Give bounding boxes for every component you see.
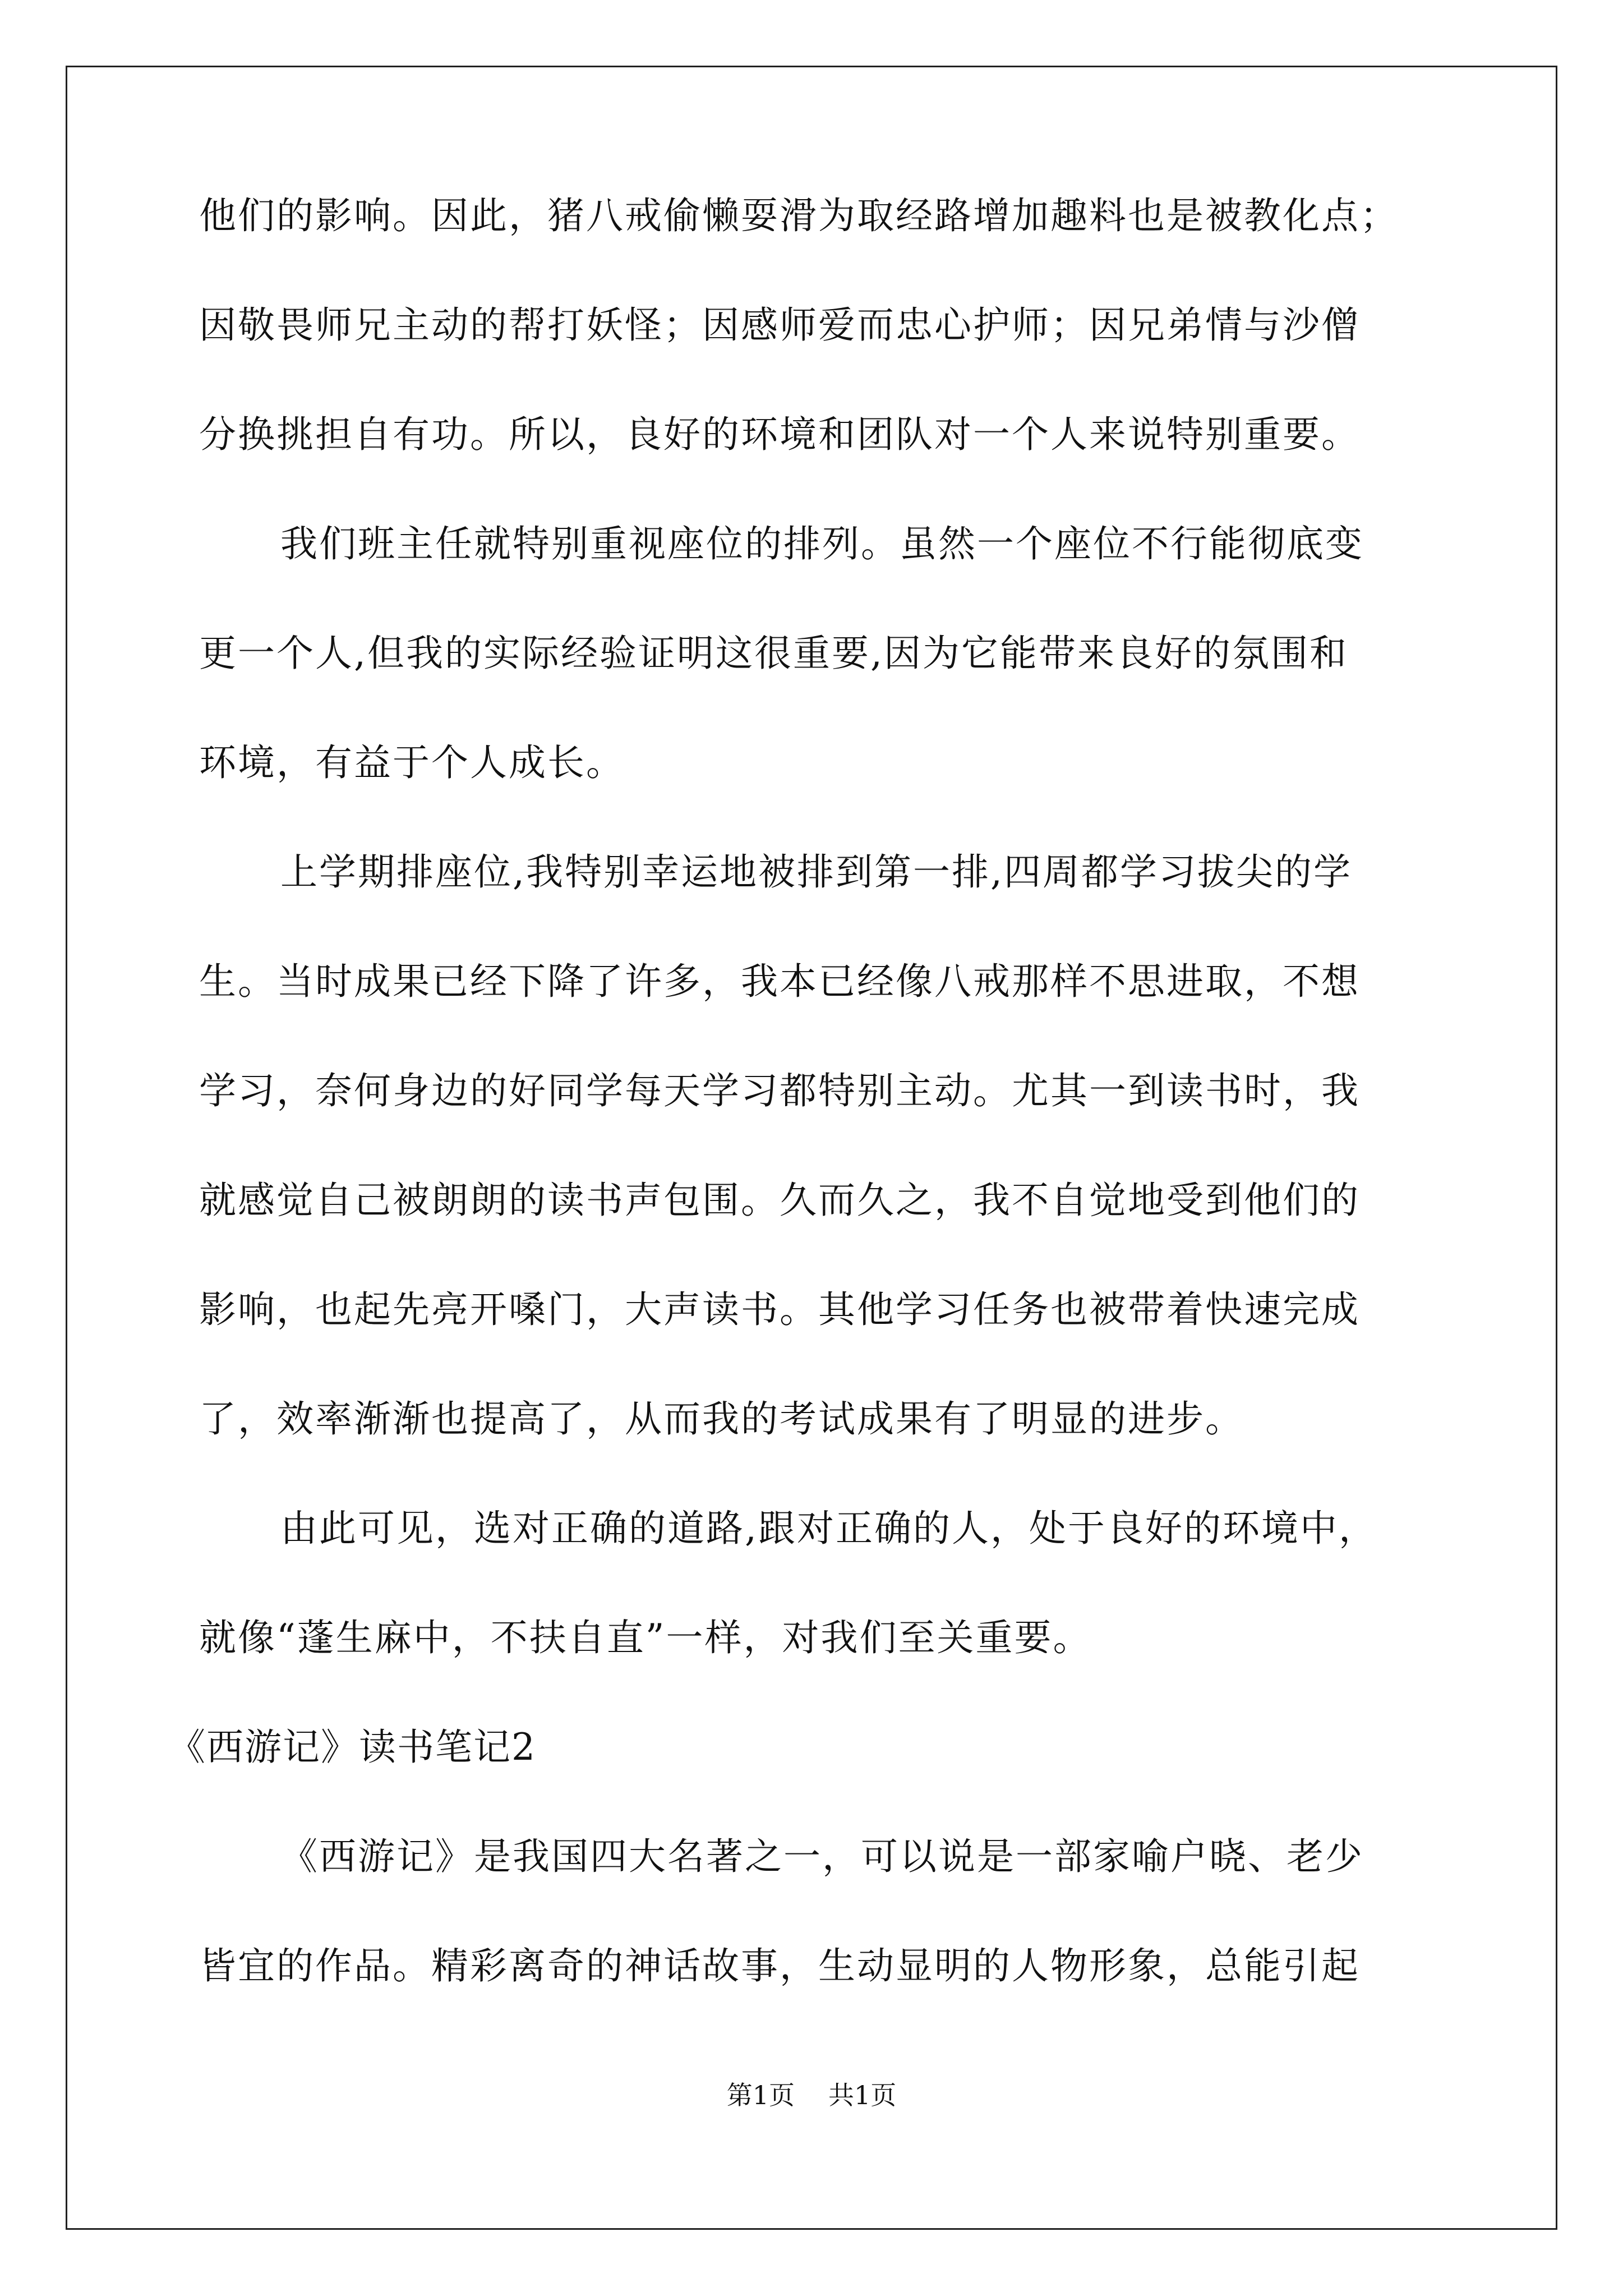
text-line: 学习，奈何身边的好同学每天学习都特别主动。尤其一到读书时，我	[199, 1069, 1360, 1112]
text-line: 更一个人,但我的实际经验证明这很重要,因为它能带来良好的氛围和	[199, 632, 1348, 675]
text-line: 因敬畏师兄主动的帮打妖怪；因感师爱而忠心护师；因兄弟情与沙僧	[199, 303, 1360, 347]
text-line: 了，效率渐渐也提高了，从而我的考试成果有了明显的进步。	[199, 1397, 1244, 1441]
text-line: 生。当时成果已经下降了许多，我本已经像八戒那样不思进取，不想	[199, 960, 1360, 1003]
text-line: 就感觉自己被朗朗的读书声包围。久而久之，我不自觉地受到他们的	[199, 1179, 1360, 1222]
paragraph-start: 我们班主任就特别重视座位的排列。虽然一个座位不行能彻底变	[280, 522, 1364, 565]
text-line: 影响，也起先亮开嗓门，大声读书。其他学习任务也被带着快速完成	[199, 1288, 1360, 1331]
paragraph-start: 上学期排座位,我特别幸运地被排到第一排,四周都学习拔尖的学	[280, 850, 1352, 894]
text-line: 皆宜的作品。精彩离奇的神话故事，生动显明的人物形象，总能引起	[199, 1944, 1360, 1987]
section-heading: 《西游记》读书笔记2	[168, 1726, 536, 1769]
paragraph-start: 由此可见，选对正确的道路,跟对正确的人，处于良好的环境中，	[280, 1507, 1377, 1550]
page-footer	[0, 2078, 1623, 2112]
text-line: 分换挑担自有功。所以，良好的环境和团队对一个人来说特别重要。	[199, 413, 1360, 456]
paragraph-start: 《西游记》是我国四大名著之一，可以说是一部家喻户晓、老少	[280, 1835, 1364, 1878]
text-line: 就像“蓬生麻中，不扶自直”一样，对我们至关重要。	[199, 1616, 1092, 1659]
text-line: 他们的影响。因此，猪八戒偷懒耍滑为取经路增加趣料也是被教化点；	[199, 194, 1399, 237]
page-number: 第1页	[726, 2080, 795, 2110]
text-line: 环境，有益于个人成长。	[199, 741, 625, 784]
document-body	[168, 188, 1433, 2047]
page-total: 共1页	[828, 2080, 897, 2110]
